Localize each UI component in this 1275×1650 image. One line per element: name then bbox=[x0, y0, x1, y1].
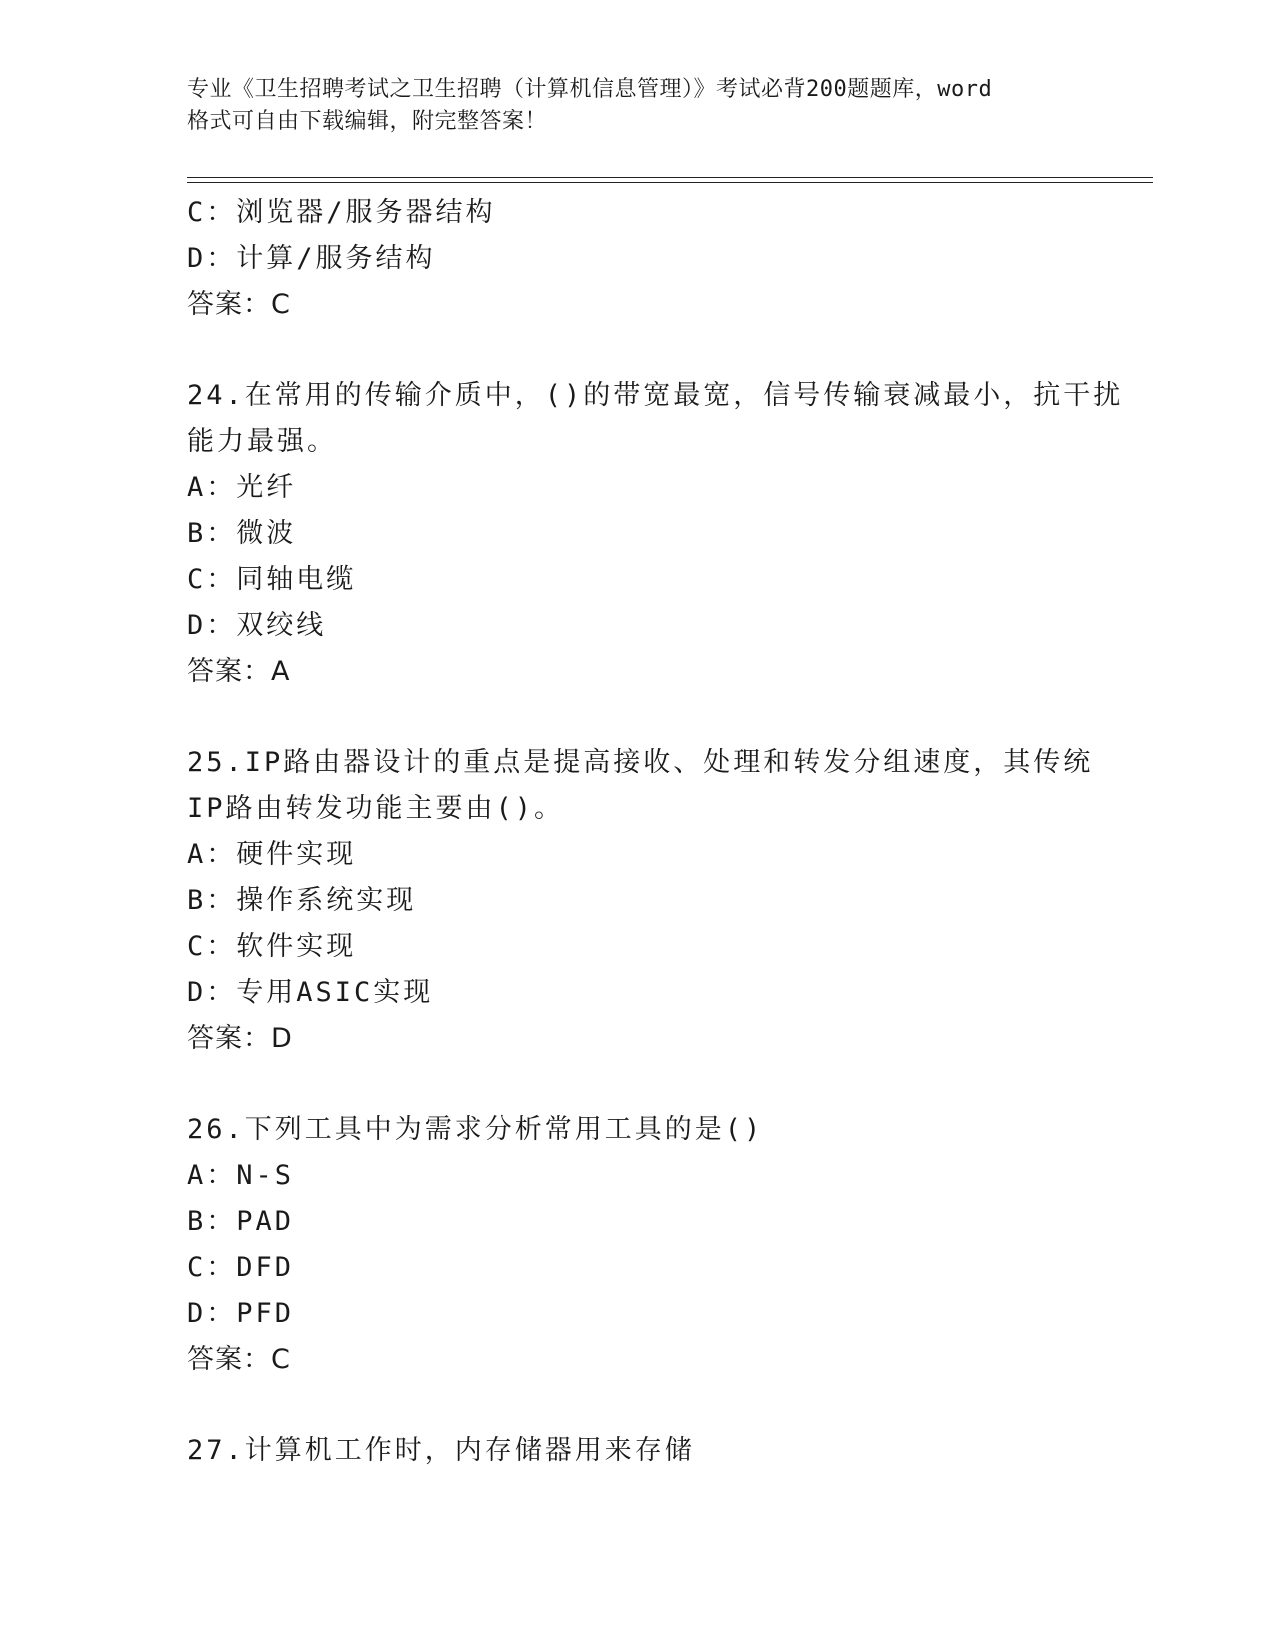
option-c: C：DFD bbox=[187, 1252, 295, 1283]
option-a: A：N-S bbox=[187, 1160, 295, 1191]
answer: 答案：A bbox=[187, 656, 291, 687]
question-26 bbox=[187, 1107, 1087, 1383]
answer: 答案：C bbox=[187, 1344, 291, 1375]
question-text-cont: 能力最强。 bbox=[187, 426, 337, 457]
header-line-1: 专业《卫生招聘考试之卫生招聘（计算机信息管理）》考试必背200题题库，word bbox=[187, 77, 993, 102]
option-c: C：浏览器/服务器结构 bbox=[187, 197, 496, 228]
question-text: 27.计算机工作时，内存储器用来存储 bbox=[187, 1435, 695, 1466]
header-divider-top bbox=[187, 177, 1153, 178]
option-a: A：硬件实现 bbox=[187, 839, 357, 870]
question-23-tail bbox=[187, 190, 1087, 328]
option-a: A：光纤 bbox=[187, 472, 297, 503]
answer: 答案：C bbox=[187, 289, 291, 320]
question-text: 24.在常用的传输介质中，()的带宽最宽，信号传输衰减最小，抗干扰 bbox=[187, 380, 1124, 411]
option-d: D：计算/服务结构 bbox=[187, 243, 436, 274]
option-d: D：专用ASIC实现 bbox=[187, 977, 434, 1008]
question-text: 25.IP路由器设计的重点是提高接收、处理和转发分组速度，其传统 bbox=[187, 747, 1094, 778]
question-list bbox=[187, 190, 1124, 1474]
header-line-2: 格式可自由下载编辑，附完整答案！ bbox=[187, 109, 548, 134]
option-b: B：PAD bbox=[187, 1206, 295, 1237]
question-24 bbox=[187, 373, 1124, 695]
header-divider-bottom bbox=[187, 182, 1153, 183]
question-text: 26.下列工具中为需求分析常用工具的是() bbox=[187, 1114, 764, 1145]
option-d: D：PFD bbox=[187, 1298, 295, 1329]
document-header bbox=[187, 74, 1087, 138]
option-d: D：双绞线 bbox=[187, 610, 327, 641]
question-25 bbox=[187, 740, 1094, 1062]
option-c: C：同轴电缆 bbox=[187, 564, 357, 595]
option-b: B：微波 bbox=[187, 518, 297, 549]
question-27 bbox=[187, 1428, 1087, 1474]
option-b: B：操作系统实现 bbox=[187, 885, 417, 916]
question-text-cont: IP路由转发功能主要由()。 bbox=[187, 793, 565, 824]
option-c: C：软件实现 bbox=[187, 931, 357, 962]
answer: 答案：D bbox=[187, 1023, 293, 1054]
